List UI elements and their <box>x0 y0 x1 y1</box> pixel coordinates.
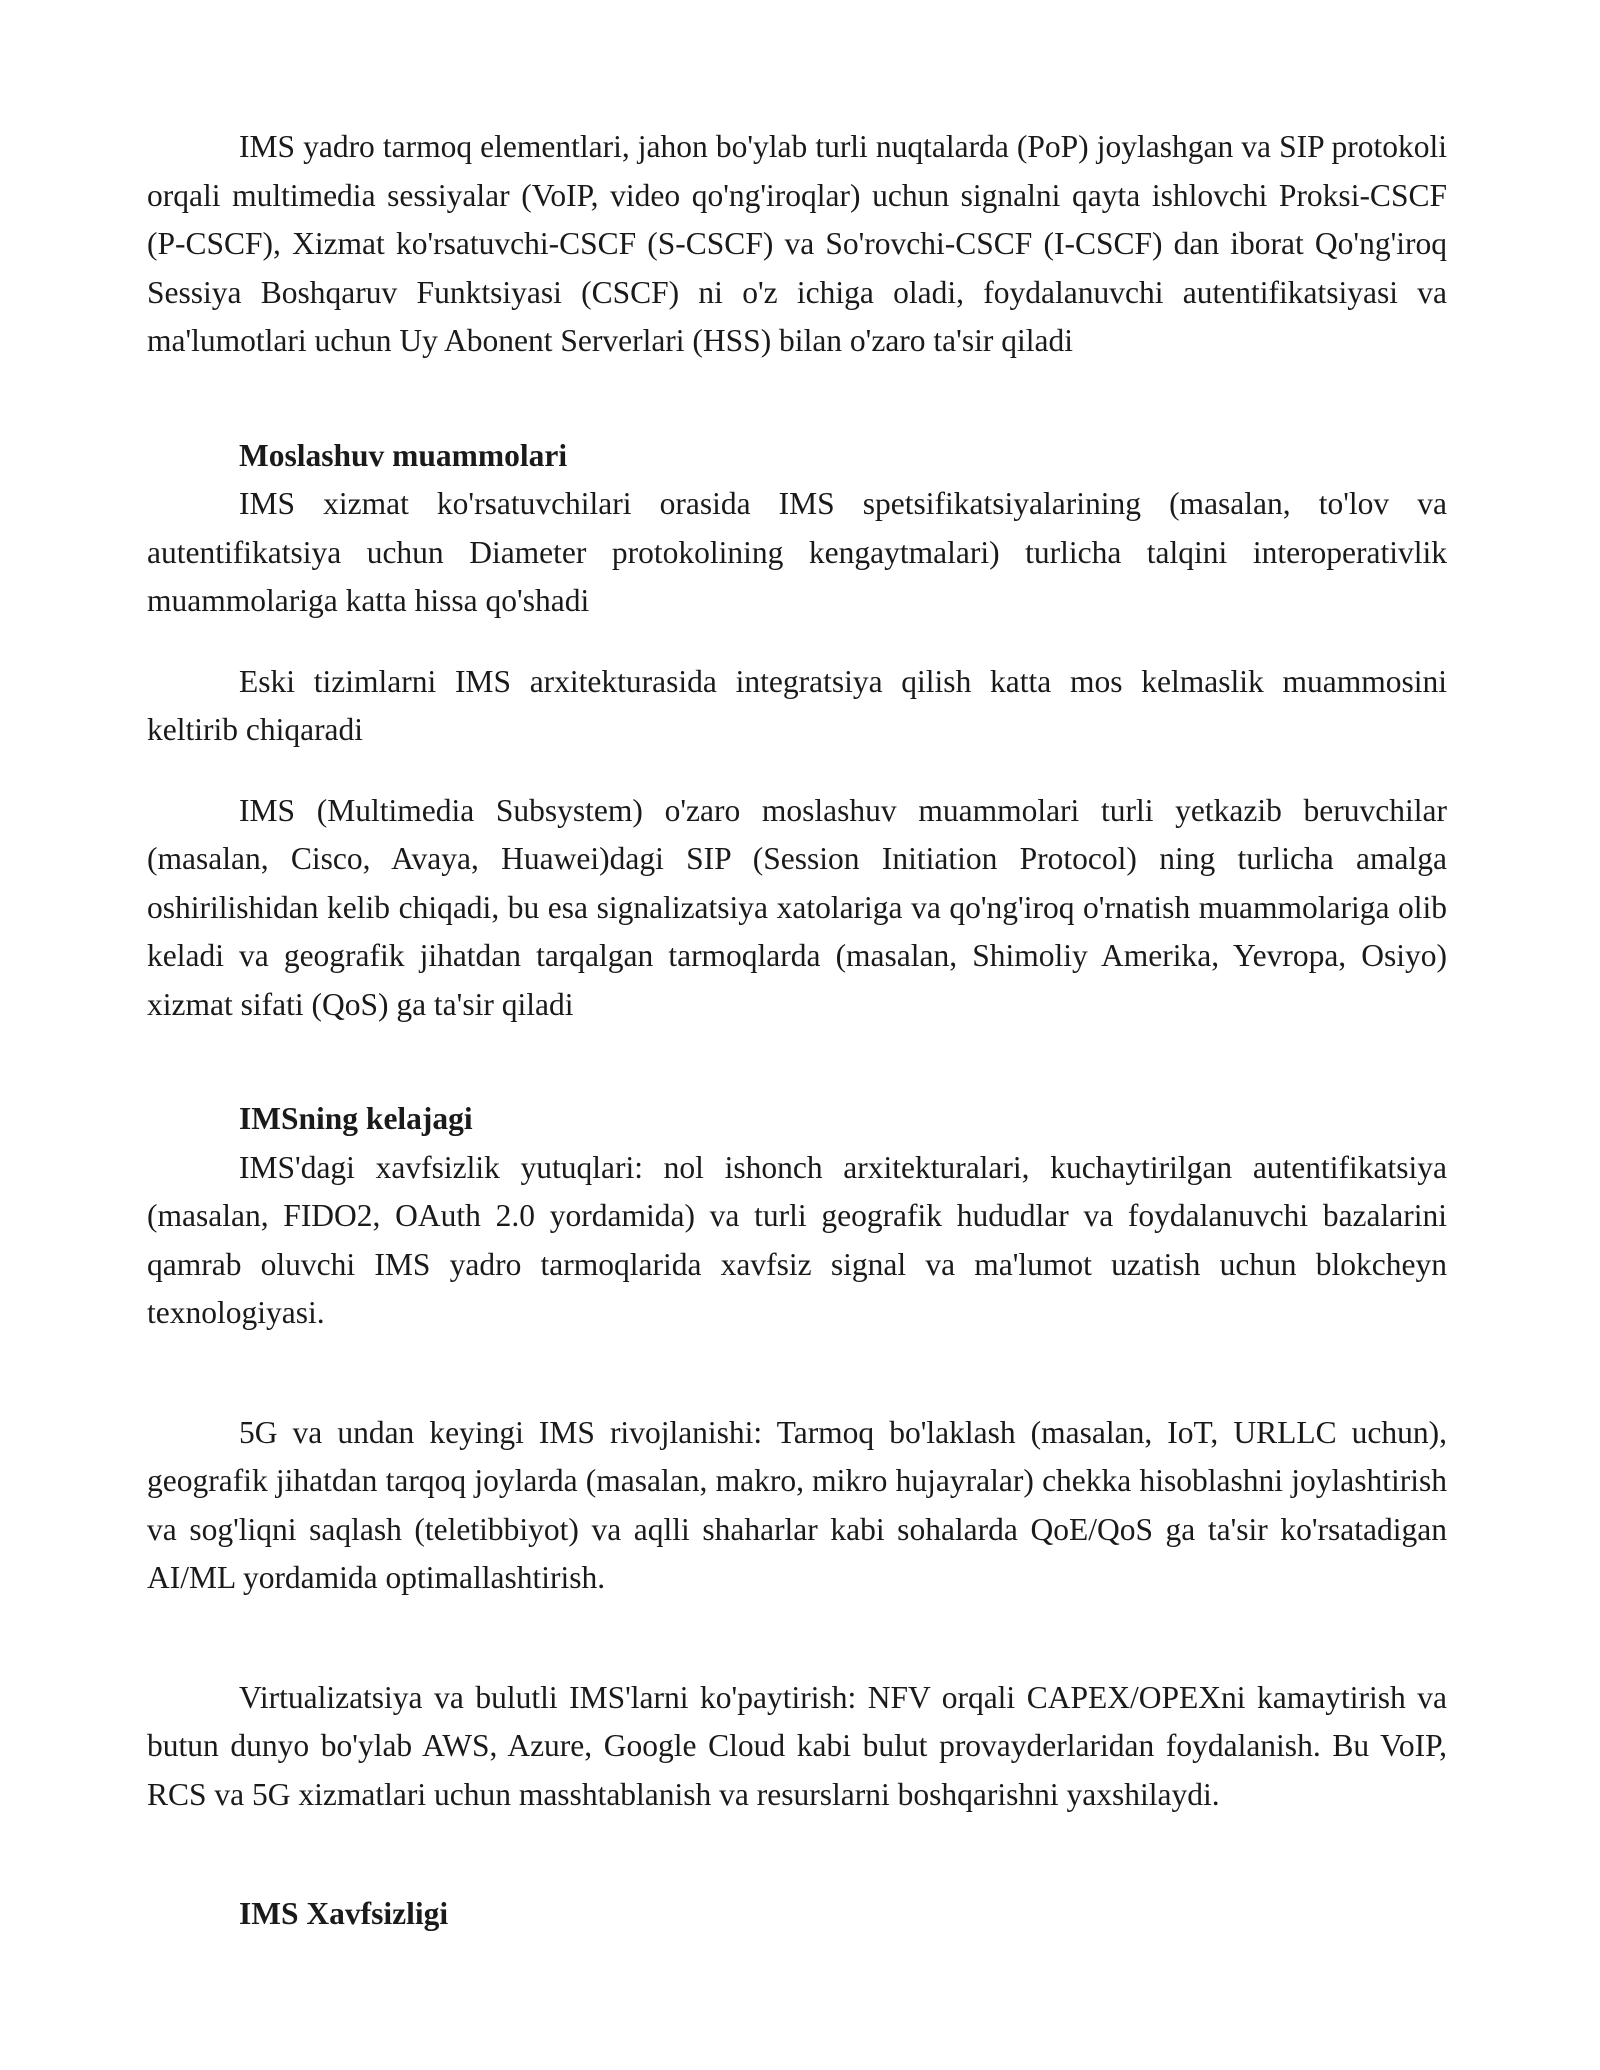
paragraph-legacy-integration: Eski tizimlarni IMS arxitekturasida integratsiya qilish katta mos kelmaslik muammosini keltirib chiqaradi <box>147 663 1447 747</box>
heading-compatibility-issues: Moslashuv muammolari <box>239 437 568 473</box>
heading-ims-security: IMS Xavfsizligi <box>239 1896 449 1931</box>
paragraph-5g-evolution: 5G va undan keyingi IMS rivojlanishi: Tarmoq bo'laklash (masalan, IoT, URLLC uchun), geografik jihatdan tarqoq joylarda (masalan, makro, mikro hujayralar) chekka hisoblashni joylashtirish va sog'liqni saqlash (teletibbiyot) va aqlli shaharlar kabi sohalarda QoE/QoS ga ta'sir ko'rsatadigan AI/ML yordamida optimallashtirish. <box>147 1414 1447 1595</box>
paragraph-ims-core-elements: IMS yadro tarmoq elementlari, jahon bo'ylab turli nuqtalarda (PoP) joylashgan va SIP protokoli orqali multimedia sessiyalar (VoIP, video qo'ng'iroqlar) uchun signalni qayta ishlovchi Proksi-CSCF (P-CSCF), Xizmat ko'rsatuvchi-CSCF (S-CSCF) va So'rovchi-CSCF (I-CSCF) dan iborat Qo'ng'iroq Sessiya Boshqaruv Funktsiyasi (CSCF) ni o'z ichiga oladi, foydalanuvchi autentifikatsiyasi va ma'lumotlari uchun Uy Abonent Serverlari (HSS) bilan o'zaro ta'sir qiladi <box>147 129 1447 358</box>
paragraph-virtualization-cloud: Virtualizatsiya va bulutli IMS'larni ko'paytirish: NFV orqali CAPEX/OPEXni kamaytirish va butun dunyo bo'ylab AWS, Azure, Google Cloud kabi bulut provayderlaridan foydalanish. Bu VoIP, RCS va 5G xizmatlari uchun masshtablanish va resurslarni boshqarishni yaxshilaydi. <box>147 1679 1447 1812</box>
paragraph-security-advances: IMS'dagi xavfsizlik yutuqlari: nol ishonch arxitekturalari, kuchaytirilgan autentifikatsiya (masalan, FIDO2, OAuth 2.0 yordamida) va turli geografik hududlar va foydalanuvchi bazalarini qamrab oluvchi IMS yadro tarmoqlarida xavfsiz signal va ma'lumot uzatish uchun blokcheyn texnologiyasi. <box>147 1149 1447 1330</box>
heading-ims-future: IMSning kelajagi <box>239 1101 473 1136</box>
paragraph-interoperability: IMS xizmat ko'rsatuvchilari orasida IMS spetsifikatsiyalarining (masalan, to'lov va autentifikatsiya uchun Diameter protokolining kengaytmalari) turlicha talqini interoperativlik muammolariga katta hissa qo'shadi <box>147 486 1447 618</box>
document-body <box>147 92 1447 1939</box>
paragraph-sip-implementation: IMS (Multimedia Subsystem) o'zaro moslashuv muammolari turli yetkazib beruvchilar (masalan, Cisco, Avaya, Huawei)dagi SIP (Session Initiation Protocol) ning turlicha amalga oshirilishidan kelib chiqadi, bu esa signalizatsiya xatolariga va qo'ng'iroq o'rnatish muammolariga olib keladi va geografik jihatdan tarqalgan tarmoqlarda (masalan, Shimoliy Amerika, Yevropa, Osiyo) xizmat sifati (QoS) ga ta'sir qiladi <box>147 792 1447 1022</box>
